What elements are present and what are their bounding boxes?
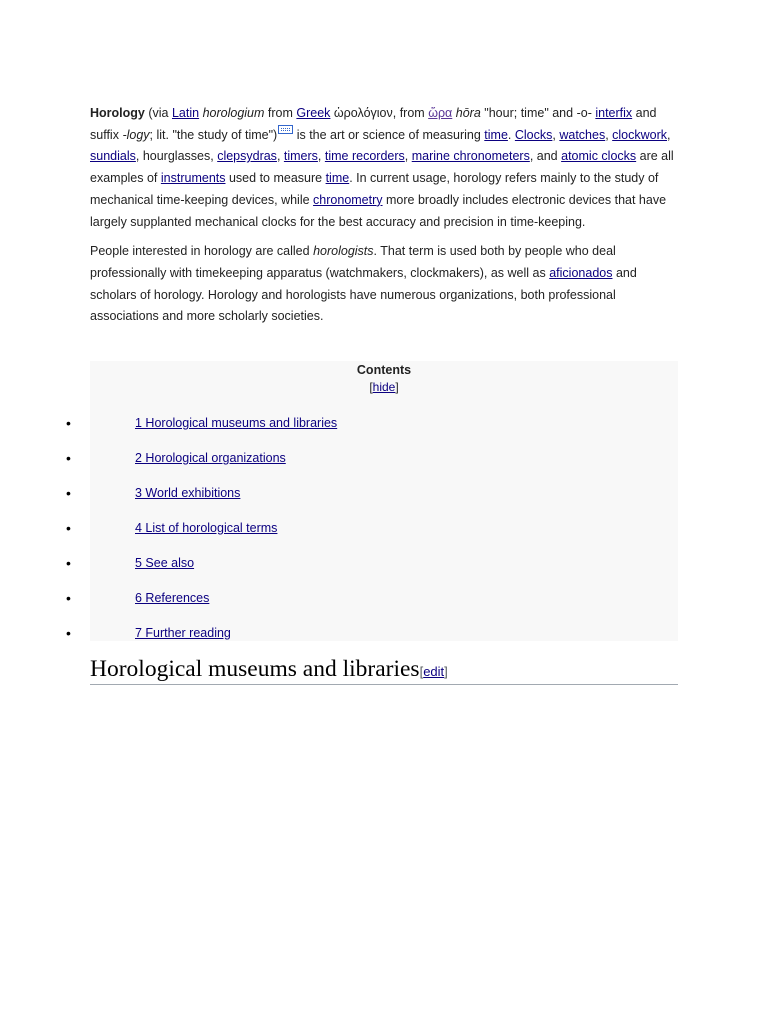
article-subject: Horology [90, 106, 145, 120]
article-body [90, 103, 678, 336]
watches-link[interactable]: watches [559, 127, 606, 142]
greek-link[interactable]: Greek [296, 106, 331, 120]
chronometry-link[interactable]: chronometry [313, 192, 383, 207]
marine-chronometers-link[interactable]: marine chronometers [411, 149, 530, 164]
edit-section-link[interactable]: edit [423, 664, 445, 679]
toc-link-terms[interactable]: 4 List of horological terms [135, 521, 278, 535]
sundials-link[interactable]: sundials [90, 149, 136, 164]
toc-toggle: [hide] [369, 380, 399, 394]
instruments-link[interactable]: instruments [160, 171, 226, 186]
clockwork-link[interactable]: clockwork [612, 127, 668, 142]
horologists-paragraph: People interested in horology are called horologists. That term is used both by people who deal professionally with timekeeping apparatus (watchmakers, clockmakers), as well as aficionados and scholars of horology. Horology and horologists have numerous organizations, both professional associations and more scholarly societies. [90, 244, 637, 324]
atomic-clocks-link[interactable]: atomic clocks [561, 149, 637, 164]
section-heading-text: Horological museums and libraries [90, 656, 420, 682]
bullet-icon: • [66, 625, 71, 641]
hora-link[interactable]: ὥρα [428, 106, 453, 120]
intro-paragraph: Horology (via Latin horologium from Greek ὡρολόγιον, from ὥρα hōra "hour; time" and -o- interfix and suffix -logy; lit. "the study of time") is the art or science of measuring time. Clocks, watches, clockwork, sundials, hourglasses, clepsydras, timers, time recorders, marine chronometers, and atomic clocks are all examples of instruments used to measure time. In current usage, horology refers mainly to the study of mechanical time-keeping devices, while chronometry more broadly includes electronic devices that have largely supplanted mechanical clocks for the best accuracy and precision in time-keeping. [90, 106, 674, 229]
timers-link[interactable]: timers [283, 149, 318, 164]
toc-link-organizations[interactable]: 2 Horological organizations [135, 451, 286, 465]
clepsydras-link[interactable]: clepsydras [217, 149, 277, 164]
speaker-audio-icon[interactable] [278, 125, 293, 134]
toc-link-further-reading[interactable]: 7 Further reading [135, 626, 231, 640]
time-link-2[interactable]: time [325, 171, 350, 186]
toc-link-exhibitions[interactable]: 3 World exhibitions [135, 486, 241, 500]
time-link[interactable]: time [484, 127, 508, 142]
toc-title: Contents [356, 363, 412, 377]
bullet-icon: • [66, 520, 71, 536]
toc-link-museums[interactable]: 1 Horological museums and libraries [135, 416, 338, 430]
bullet-icon: • [66, 555, 71, 571]
time-recorders-link[interactable]: time recorders [324, 149, 405, 164]
clocks-link[interactable]: Clocks [514, 127, 553, 142]
bullet-icon: • [66, 590, 71, 606]
bullet-icon: • [66, 450, 71, 466]
interfix-link[interactable]: interfix [595, 106, 633, 120]
bullet-icon: • [66, 415, 71, 431]
section-heading-museums [90, 654, 678, 685]
bullet-icon: • [66, 485, 71, 501]
toc-hide-link[interactable]: hide [372, 380, 396, 394]
toc-link-references[interactable]: 6 References [135, 591, 210, 605]
edit-section: [edit] [419, 664, 448, 679]
aficionados-link[interactable]: aficionados [549, 265, 613, 280]
latin-link[interactable]: Latin [171, 106, 200, 120]
toc-link-see-also[interactable]: 5 See also [135, 556, 195, 570]
table-of-contents [66, 361, 678, 641]
